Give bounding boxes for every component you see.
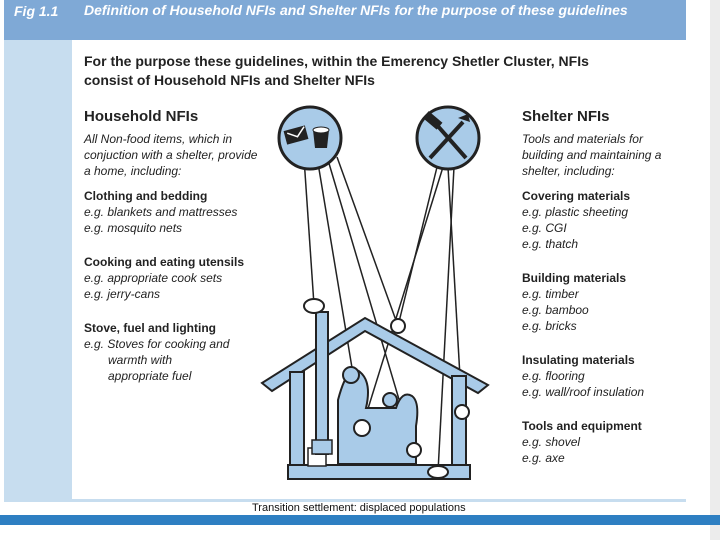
category-example: e.g. CGI [522,221,567,235]
household-description: All Non-food items, which in conjuction with a shelter, provide a home, including: [84,132,258,178]
tools-icon [417,107,479,169]
shelter-category [522,270,626,334]
household-title: Household NFIs [84,108,199,125]
slide-caption: Transition settlement: displaced populations [252,502,466,514]
category-example: warmth with [108,353,173,367]
shelter-title: Shelter NFIs [522,108,610,125]
category-example: e.g. bricks [522,319,577,333]
category-heading: Building materials [522,271,627,285]
category-example: appropriate fuel [108,369,192,383]
category-example: e.g. wall/roof insulation [522,385,645,399]
category-example: e.g. flooring [522,369,585,383]
category-example: e.g. appropriate cook sets [84,271,223,285]
house [262,299,488,479]
footer-accent-bar [0,515,720,525]
household-items-icon [279,107,341,169]
category-example: e.g. axe [522,451,565,465]
household-category [84,188,237,236]
category-example: e.g. Stoves for cooking and [84,337,230,351]
category-example: e.g. bamboo [522,303,589,317]
household-category [84,254,244,302]
category-example: e.g. plastic sheeting [522,205,629,219]
category-heading: Cooking and eating utensils [84,255,245,269]
category-heading: Stove, fuel and lighting [84,321,216,335]
category-heading: Clothing and bedding [84,189,208,203]
category-example: e.g. thatch [522,237,579,251]
category-heading: Covering materials [522,189,631,203]
shelter-category [522,418,642,466]
shelter-category [522,352,644,400]
shelter-description: Tools and materials for building and maintaining a shelter, including: [522,132,662,178]
figure-title: Definition of Household NFIs and Shelter NFIs for the purpose of these guidelines [84,2,628,18]
category-example: e.g. jerry-cans [84,287,161,301]
category-example: e.g. shovel [522,435,581,449]
household-category [84,320,229,384]
figure-label: Fig 1.1 [14,3,59,19]
category-example: e.g. mosquito nets [84,221,183,235]
category-example: e.g. blankets and mattresses [84,205,238,219]
category-heading: Insulating materials [522,353,635,367]
shelter-category [522,188,630,252]
category-example: e.g. timber [522,287,579,301]
category-heading: Tools and equipment [522,419,642,433]
intro-text: For the purpose these guidelines, within the Emerency Shetler Cluster, NFIs consist of Household NFIs and Shelter NFIs [84,53,589,88]
